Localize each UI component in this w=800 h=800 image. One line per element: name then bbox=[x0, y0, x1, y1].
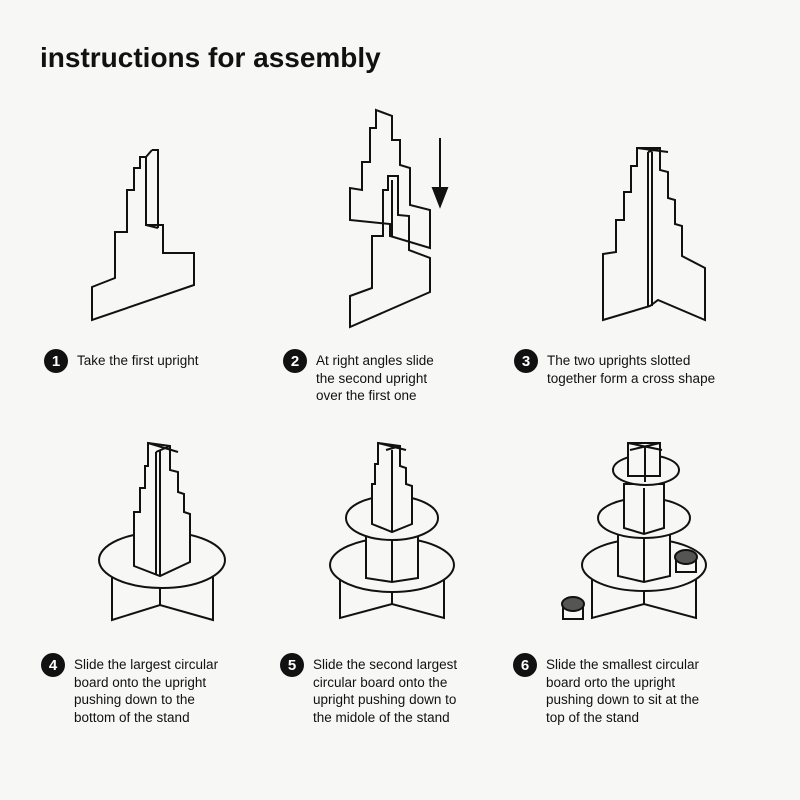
single-upright-icon bbox=[92, 150, 194, 320]
step-text: Slide the largest circular board onto the upright pushing down to the bottom of the stand bbox=[74, 657, 219, 725]
cross-shaped-uprights-icon bbox=[603, 148, 705, 320]
step-text: Slide the smallest circular board orto the upright pushing down to sit at the top of the stand bbox=[546, 657, 700, 725]
step-6 bbox=[513, 656, 699, 726]
stand-with-two-boards-icon bbox=[330, 443, 454, 618]
step-number-badge: 3 bbox=[514, 349, 538, 373]
step-4 bbox=[41, 656, 218, 726]
step-text: At right angles slide the second upright over the first one bbox=[316, 353, 434, 403]
cupcake-icon bbox=[562, 597, 584, 619]
step-number-badge: 5 bbox=[280, 653, 304, 677]
step-text: Take the first upright bbox=[77, 353, 199, 368]
sliding-second-upright-icon bbox=[350, 110, 447, 327]
page-title: instructions for assembly bbox=[40, 42, 381, 73]
step-2 bbox=[283, 352, 434, 405]
stand-with-largest-board-icon bbox=[99, 443, 225, 620]
step-text: Slide the second largest circular board onto the upright pushing down to the midole of the stand bbox=[313, 657, 458, 725]
step-5 bbox=[280, 656, 457, 726]
step-number-badge: 6 bbox=[513, 653, 537, 677]
step-number-badge: 2 bbox=[283, 349, 307, 373]
step-3 bbox=[514, 352, 715, 387]
step-text: The two uprights slotted together form a cross shape bbox=[547, 353, 716, 386]
stand-with-three-boards-icon bbox=[562, 443, 706, 619]
step-1 bbox=[44, 352, 199, 373]
step-number-badge: 4 bbox=[41, 653, 65, 677]
step-number-badge: 1 bbox=[44, 349, 68, 373]
